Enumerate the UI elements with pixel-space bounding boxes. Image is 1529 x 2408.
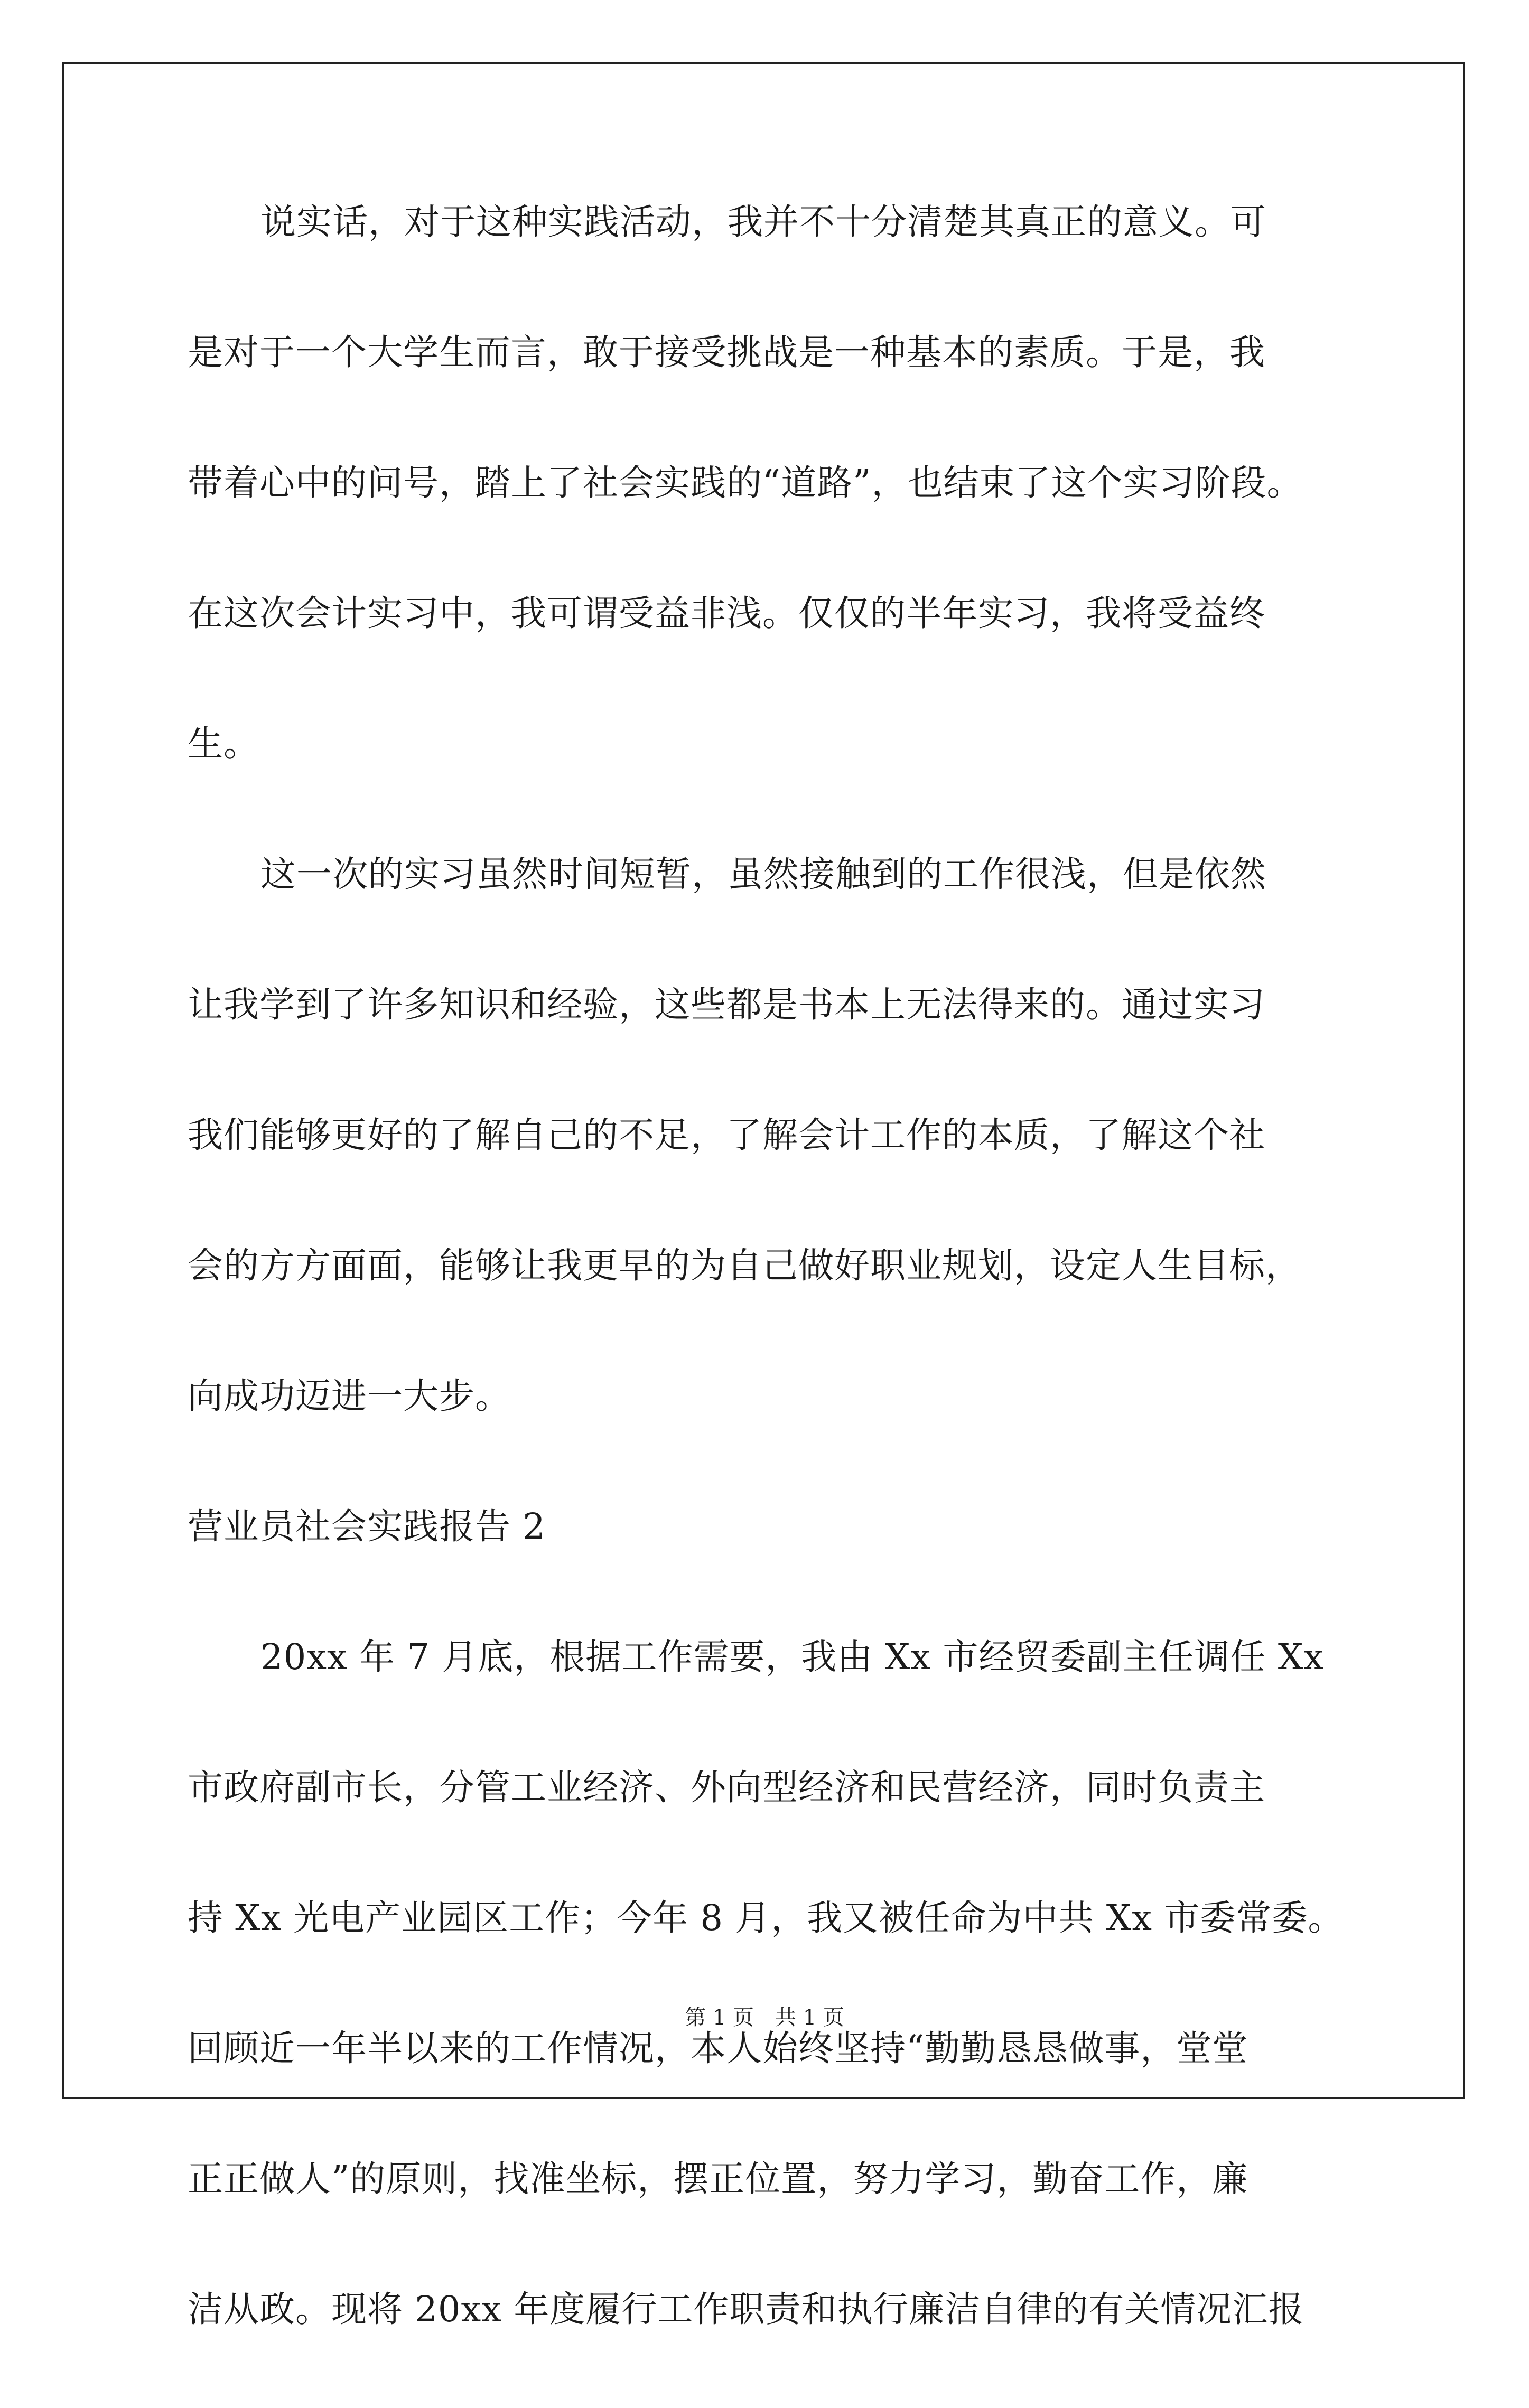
paragraph-3-line-3: 持 Xx 光电产业园区工作；今年 8 月，我又被任命为中共 Xx 市委常委。 — [188, 1897, 1344, 1938]
paragraph-2-line-4: 会的方方面面，能够让我更早的为自己做好职业规划，设定人生目标， — [188, 1245, 1301, 1286]
paragraph-1-line-3: 带着心中的问号，踏上了社会实践的“道路”，也结束了这个实习阶段。 — [188, 462, 1303, 503]
paragraph-1-line-5: 生。 — [188, 723, 259, 764]
paragraph-2-line-1: 这一次的实习虽然时间短暂，虽然接触到的工作很浅，但是依然 — [260, 854, 1266, 895]
paragraph-3-line-2: 市政府副市长，分管工业经济、外向型经济和民营经济，同时负责主 — [188, 1767, 1265, 1808]
paragraph-3-line-1: 20xx 年 7 月底，根据工作需要，我由 Xx 市经贸委副主任调任 Xx — [260, 1636, 1325, 1678]
paragraph-2-line-3: 我们能够更好的了解自己的不足，了解会计工作的本质，了解这个社 — [188, 1114, 1265, 1156]
paragraph-2-line-5: 向成功迈进一大步。 — [188, 1375, 511, 1417]
page-number-footer: 第 1 页 共 1 页 — [685, 2006, 844, 2030]
paragraph-1-line-1: 说实话，对于这种实践活动，我并不十分清楚其真正的意义。可 — [260, 201, 1266, 242]
paragraph-2-line-2: 让我学到了许多知识和经验，这些都是书本上无法得来的。通过实习 — [188, 984, 1265, 1025]
paragraph-3-line-6: 洁从政。现将 20xx 年度履行工作职责和执行廉洁自律的有关情况汇报 — [188, 2289, 1304, 2330]
paragraph-1-line-4: 在这次会计实习中，我可谓受益非浅。仅仅的半年实习，我将受益终 — [188, 593, 1265, 634]
paragraph-1-line-2: 是对于一个大学生而言，敢于接受挑战是一种基本的素质。于是，我 — [188, 332, 1265, 373]
paragraph-3-line-4: 回顾近一年半以来的工作情况，本人始终坚持“勤勤恳恳做事，堂堂 — [188, 2028, 1248, 2069]
document-body — [188, 190, 1371, 2408]
section-heading: 营业员社会实践报告 2 — [188, 1506, 546, 1547]
paragraph-3-line-5: 正正做人”的原则，找准坐标，摆正位置，努力学习，勤奋工作，廉 — [188, 2158, 1248, 2199]
